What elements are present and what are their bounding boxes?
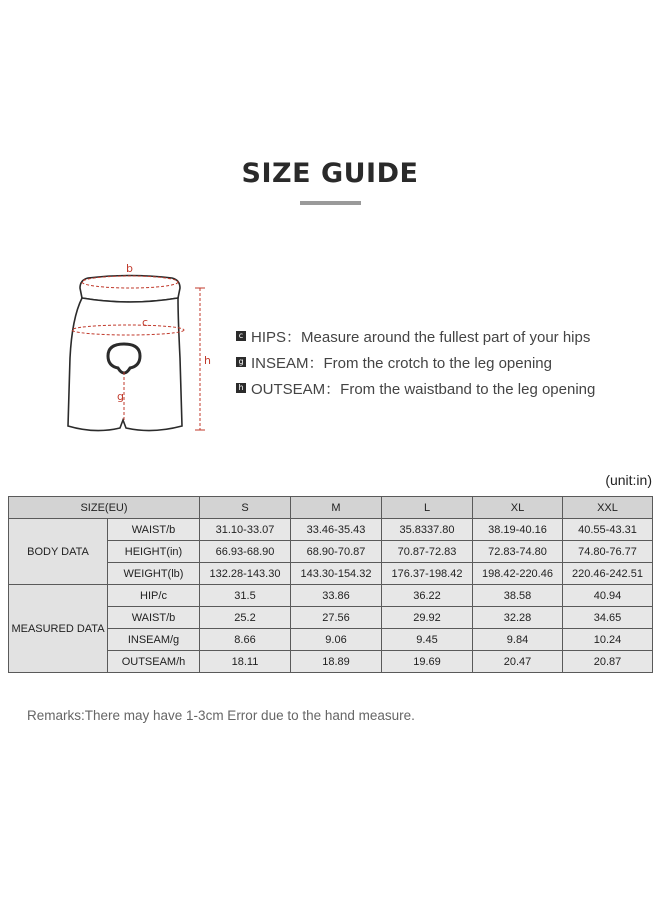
label-c: c [142,316,149,329]
legend-text-outseam: OUTSEAM：From the waistband to the leg opening [251,380,596,398]
table-cell: 132.28-143.30 [200,563,291,585]
table-cell: 74.80-76.77 [563,541,653,563]
group-body-data: BODY DATA [9,519,108,585]
header-size: L [382,497,473,519]
label-g: g [117,390,124,403]
table-cell: 143.30-154.32 [291,563,382,585]
table-cell: 27.56 [291,607,382,629]
header-size: XL [473,497,563,519]
table-cell: 20.87 [563,651,653,673]
table-cell: 18.11 [200,651,291,673]
legend-outseam [236,375,595,401]
legend-text-hips: HIPS：Measure around the fullest part of your hips [251,328,591,346]
table-cell: 31.5 [200,585,291,607]
table-cell: 40.94 [563,585,653,607]
table-cell: 36.22 [382,585,473,607]
table-cell: 9.06 [291,629,382,651]
row-label: WAIST/b [108,607,200,629]
table-cell: 38.58 [473,585,563,607]
table-cell: 29.92 [382,607,473,629]
header-size-eu: SIZE(EU) [9,497,200,519]
table-cell: 38.19-40.16 [473,519,563,541]
waistband-outline [80,276,180,303]
header-size: S [200,497,291,519]
table-cell: 31.10-33.07 [200,519,291,541]
table-cell: 33.46-35.43 [291,519,382,541]
table-cell: 10.24 [563,629,653,651]
header-size: XXL [563,497,653,519]
table-cell: 19.69 [382,651,473,673]
group-measured-data: MEASURED DATA [9,585,108,673]
table-cell: 35.8337.80 [382,519,473,541]
table-cell: 40.55-43.31 [563,519,653,541]
legend-letter-c: c [236,331,246,341]
row-label: INSEAM/g [108,629,200,651]
measurement-legend [236,323,595,401]
legend-text-inseam: INSEAM：From the crotch to the leg opening [251,354,552,372]
table-cell: 9.84 [473,629,563,651]
legend-inseam [236,349,595,375]
table-cell: 220.46-242.51 [563,563,653,585]
remarks-note: Remarks:There may have 1-3cm Error due to the hand measure. [27,708,415,723]
label-h: h [204,354,211,367]
table-cell: 18.89 [291,651,382,673]
table-cell: 72.83-74.80 [473,541,563,563]
table-cell: 176.37-198.42 [382,563,473,585]
label-b: b [126,262,133,275]
table-cell: 68.90-70.87 [291,541,382,563]
table-cell: 25.2 [200,607,291,629]
legend-letter-h: h [236,383,246,393]
table-cell: 33.86 [291,585,382,607]
table-cell: 9.45 [382,629,473,651]
table-cell: 32.28 [473,607,563,629]
table-cell: 8.66 [200,629,291,651]
table-cell: 34.65 [563,607,653,629]
table-cell: 70.87-72.83 [382,541,473,563]
row-label: WEIGHT(lb) [108,563,200,585]
row-label: OUTSEAM/h [108,651,200,673]
table-row [9,519,653,541]
header-size: M [291,497,382,519]
row-label: HIP/c [108,585,200,607]
row-label: WAIST/b [108,519,200,541]
table-row [9,585,653,607]
table-cell: 66.93-68.90 [200,541,291,563]
title-underline [300,201,361,205]
table-cell: 198.42-220.46 [473,563,563,585]
row-label: HEIGHT(in) [108,541,200,563]
size-table [8,496,653,673]
unit-label: (unit:in) [605,472,652,488]
shorts-diagram [60,258,220,438]
legend-hips [236,323,595,349]
page-title: SIZE GUIDE [241,158,419,189]
table-header-row [9,497,653,519]
legend-letter-g: g [236,357,246,367]
table-cell: 20.47 [473,651,563,673]
